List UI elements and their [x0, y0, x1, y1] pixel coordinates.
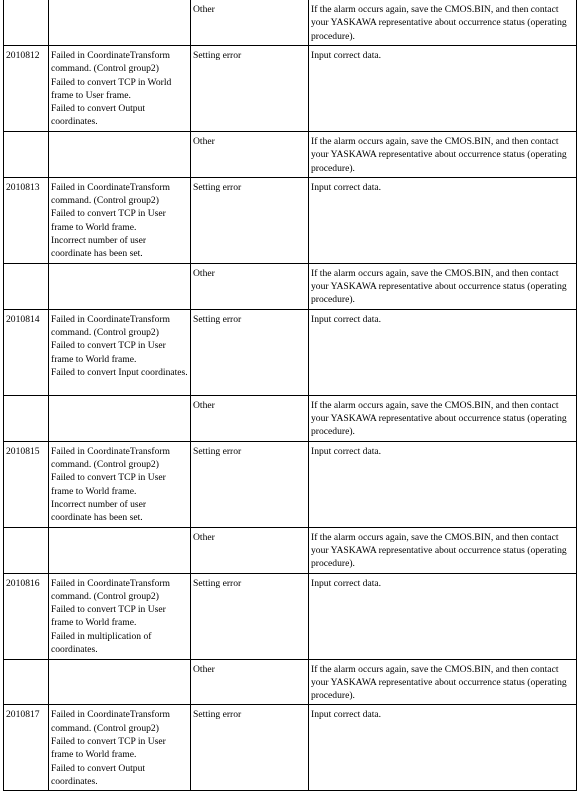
alarm-description-line: Failed to convert Input coordinates.	[51, 366, 188, 378]
alarm-cause-cell: Setting error	[191, 573, 309, 659]
alarm-remedy-cell: Input correct data.	[309, 441, 577, 527]
alarm-remedy-cell: Input correct data.	[309, 309, 577, 395]
alarm-cause-cell: Other	[191, 263, 309, 309]
table-row	[4, 309, 577, 395]
alarm-code-cell	[4, 395, 49, 441]
alarm-code-cell	[4, 132, 49, 178]
alarm-remedy-cell: If the alarm occurs again, save the CMOS.BIN, and then contact your YASKAWA representative about occurrence status (operating procedure).	[309, 659, 577, 705]
alarm-description-line: Incorrect number of user coordinate has been set.	[51, 235, 147, 260]
table-row	[4, 659, 577, 705]
alarm-description-cell	[49, 395, 191, 441]
alarm-cause-cell: Other	[191, 395, 309, 441]
alarm-description-cell	[49, 441, 191, 527]
alarm-cause-cell: Other	[191, 132, 309, 178]
alarm-code-cell: 2010814	[4, 309, 49, 395]
alarm-description-line: Failed in CoordinateTransform command. (Control group2)	[51, 313, 171, 339]
alarm-description-line: Failed in CoordinateTransform command. (Control group2)	[51, 181, 171, 207]
alarm-cause-cell: Setting error	[191, 309, 309, 395]
alarm-remedy-cell: If the alarm occurs again, save the CMOS.BIN, and then contact your YASKAWA representative about occurrence status (operating procedure).	[309, 527, 577, 573]
alarm-remedy-cell: Input correct data.	[309, 46, 577, 132]
table-row	[4, 0, 577, 46]
alarm-cause-cell: Setting error	[191, 177, 309, 263]
table-row	[4, 527, 577, 573]
alarm-remedy-cell: If the alarm occurs again, save the CMOS.BIN, and then contact your YASKAWA representative about occurrence status (operating procedure).	[309, 263, 577, 309]
table-row	[4, 705, 577, 791]
alarm-remedy-cell: If the alarm occurs again, save the CMOS.BIN, and then contact your YASKAWA representative about occurrence status (operating procedure).	[309, 0, 577, 46]
alarm-description-line: Failed to convert Output coordinates.	[51, 103, 146, 128]
alarm-cause-cell: Other	[191, 527, 309, 573]
alarm-description-cell	[49, 573, 191, 659]
alarm-description-cell	[49, 132, 191, 178]
alarm-code-cell: 2010815	[4, 441, 49, 527]
alarm-code-cell	[4, 0, 49, 46]
table-row	[4, 573, 577, 659]
alarm-table-body	[4, 0, 577, 791]
alarm-remedy-cell: If the alarm occurs again, save the CMOS.BIN, and then contact your YASKAWA representative about occurrence status (operating procedure).	[309, 132, 577, 178]
alarm-description-cell	[49, 177, 191, 263]
alarm-code-cell: 2010816	[4, 573, 49, 659]
alarm-description-line: Failed in CoordinateTransform command. (Control group2)	[51, 445, 171, 470]
alarm-description-line: Failed to convert TCP in User frame to World frame.	[51, 208, 166, 233]
alarm-cause-cell: Setting error	[191, 46, 309, 132]
alarm-remedy-cell: Input correct data.	[309, 177, 577, 263]
alarm-description-cell	[49, 527, 191, 573]
alarm-description-line: Failed to convert TCP in World frame to User frame.	[51, 76, 172, 101]
alarm-description-line: Failed in multiplication of coordinates.	[51, 630, 152, 656]
alarm-description-line: Failed to convert TCP in User frame to World frame.	[51, 736, 166, 761]
alarm-description-cell	[49, 705, 191, 791]
alarm-description-cell	[49, 263, 191, 309]
alarm-code-cell	[4, 527, 49, 573]
alarm-remedy-cell: If the alarm occurs again, save the CMOS.BIN, and then contact your YASKAWA representative about occurrence status (operating procedure).	[309, 395, 577, 441]
alarm-cause-cell: Setting error	[191, 441, 309, 527]
alarm-description-cell	[49, 46, 191, 132]
alarm-description-line: Failed in CoordinateTransform command. (Control group2)	[51, 709, 171, 734]
alarm-cause-cell: Other	[191, 0, 309, 46]
alarm-remedy-cell: Input correct data.	[309, 705, 577, 791]
alarm-code-cell	[4, 263, 49, 309]
alarm-description-line: Failed to convert TCP in User frame to World frame.	[51, 472, 166, 497]
table-row	[4, 177, 577, 263]
alarm-description-line: Failed in CoordinateTransform command. (Control group2)	[51, 577, 171, 602]
alarm-code-cell	[4, 659, 49, 705]
table-row	[4, 395, 577, 441]
alarm-remedy-cell: Input correct data.	[309, 573, 577, 659]
alarm-description-cell	[49, 309, 191, 395]
table-row	[4, 46, 577, 132]
alarm-description-line: Failed to convert TCP in User frame to World frame.	[51, 340, 166, 365]
alarm-description-line: Failed to convert TCP in User frame to World frame.	[51, 604, 166, 629]
alarm-description-line: Incorrect number of user coordinate has been set.	[51, 498, 147, 524]
alarm-description-line: Failed to convert Output coordinates.	[51, 762, 146, 787]
alarm-description-cell	[49, 659, 191, 705]
alarm-description-cell	[49, 0, 191, 46]
alarm-code-cell: 2010813	[4, 177, 49, 263]
table-row	[4, 132, 577, 178]
alarm-table	[3, 0, 577, 791]
alarm-cause-cell: Other	[191, 659, 309, 705]
alarm-description-line: Failed in CoordinateTransform command. (Control group2)	[51, 50, 171, 75]
alarm-code-cell: 2010812	[4, 46, 49, 132]
alarm-cause-cell: Setting error	[191, 705, 309, 791]
table-row	[4, 263, 577, 309]
table-row	[4, 441, 577, 527]
alarm-code-cell: 2010817	[4, 705, 49, 791]
